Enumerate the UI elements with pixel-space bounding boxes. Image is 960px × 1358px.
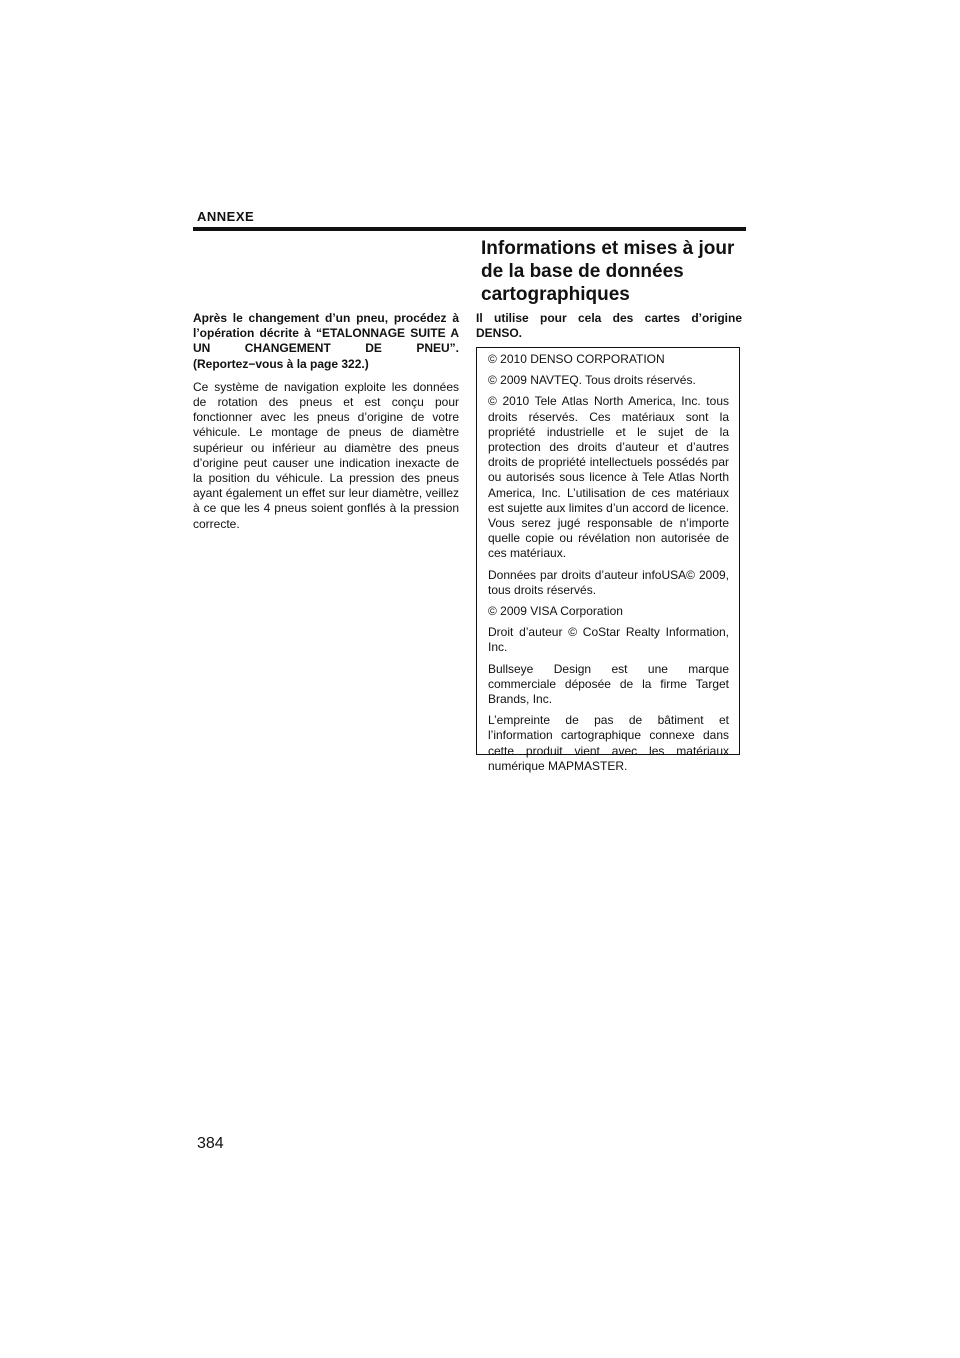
copyright-denso: © 2010 DENSO CORPORATION	[488, 352, 665, 366]
header-rule	[193, 227, 746, 231]
left-column	[193, 311, 459, 532]
denso-maps-intro: Il utilise pour cela des cartes d’origine DENSO.	[476, 311, 742, 341]
section-label: ANNEXE	[197, 209, 255, 224]
page-title: Informations et mises à jour de la base de données cartographiques	[481, 238, 735, 305]
copyright-costar: Droit d’auteur © CoStar Realty Information, Inc.	[488, 625, 729, 655]
page-number: 384	[197, 1135, 224, 1152]
copyright-navteq: © 2009 NAVTEQ. Tous droits réservés.	[488, 373, 696, 388]
copyright-bullseye: Bullseye Design est une marque commerciale déposée de la firme Target Brands, Inc.	[488, 661, 729, 707]
copyright-mapmaster: L’empreinte de pas de bâtiment et l’information cartographique connexe dans cette produit vient avec les matériaux numérique MAPMASTER.	[488, 713, 729, 773]
copyright-box	[476, 347, 740, 773]
copyright-infousa: Données par droits d’auteur infoUSA© 2009, tous droits réservés.	[488, 567, 729, 597]
tire-rotation-paragraph: Ce système de navigation exploite les données de rotation des pneus et est conçu pour fonctionner avec les pneus d’origine de votre véhicule. Le montage de pneus de diamètre supérieur ou inférieur au diamètre des pneus d’origine peut causer une indication inexacte de la position du véhicule. La pression des pneus ayant également un effet sur leur diamètre, veillez à ce que les 4 pneus soient gonflés à la pression correcte.	[193, 379, 459, 531]
copyright-tele-atlas: © 2010 Tele Atlas North America, Inc. tous droits réservés. Ces matériaux sont la propriété industrielle et le sujet de la protection des droits d’auteur et d’autres droits de propriété intellectuels possédés par ou autorisés sous licence à Tele Atlas North America, Inc. L’utilisation de ces matériaux est sujette aux limites d’un accord de licence. Vous serez jugé responsable de n’importe quelle copie ou révélation non autorisée de ces matériaux.	[488, 394, 729, 561]
right-column	[476, 311, 742, 349]
tire-change-note: Après le changement d’un pneu, procédez à l’opération décrite à “ETALONNAGE SUITE A UN CHANGEMENT DE PNEU”. (Reportez−vous à la page 322.)	[193, 311, 459, 371]
copyright-visa: © 2009 VISA Corporation	[488, 604, 623, 619]
